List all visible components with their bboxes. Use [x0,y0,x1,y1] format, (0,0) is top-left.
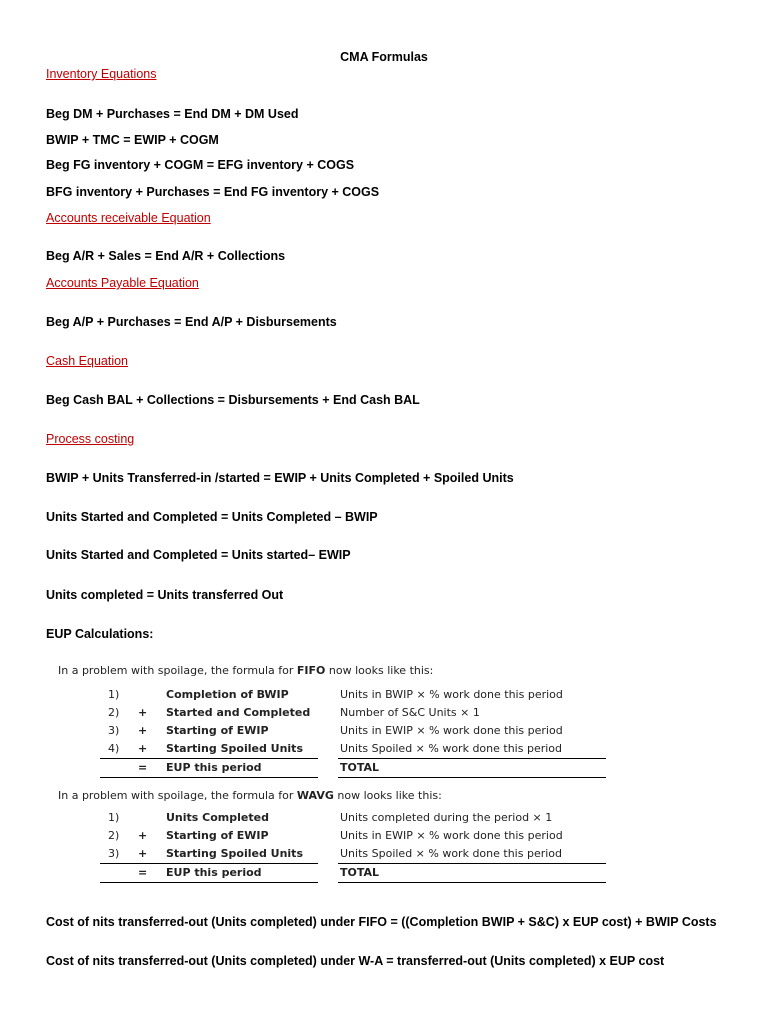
formula-line: Units Started and Completed = Units Completed – BWIP [46,510,378,524]
table-row: 1) Units Completed Units completed during the period × 1 [108,811,553,824]
fifo-intro: In a problem with spoilage, the formula for FIFO now looks like this: [58,664,434,677]
wavg-method-label: WAVG [296,789,334,802]
total-rule [338,777,606,778]
table-row: 2) + Started and Completed Number of S&C Units × 1 [108,706,480,719]
total-row: = EUP this period TOTAL [138,866,380,879]
cash-equation-heading: Cash Equation [46,354,129,368]
total-rule [100,777,318,778]
total-rule [338,882,606,883]
accounts-payable-heading: Accounts Payable Equation [46,276,199,290]
process-costing-heading: Process costing [46,432,135,446]
accounts-receivable-heading: Accounts receivable Equation [46,211,211,225]
formula-line: Units completed = Units transferred Out [46,588,284,602]
formula-line: Beg Cash BAL + Collections = Disbursements + End Cash BAL [46,393,420,407]
formula-line: BWIP + TMC = EWIP + COGM [46,133,219,147]
formula-line: BFG inventory + Purchases = End FG inventory + COGS [46,185,380,199]
inventory-equations-heading: Inventory Equations [46,67,157,81]
wavg-intro: In a problem with spoilage, the formula for WAVG now looks like this: [58,789,442,802]
table-row: 3) + Starting of EWIP Units in EWIP × % work done this period [108,724,563,737]
total-rule [100,882,318,883]
formula-line: Beg A/P + Purchases = End A/P + Disbursements [46,315,337,329]
table-row: 2) + Starting of EWIP Units in EWIP × % work done this period [108,829,563,842]
table-row: 4) + Starting Spoiled Units Units Spoiled × % work done this period [108,742,563,755]
formula-line: Cost of nits transferred-out (Units completed) under FIFO = ((Completion BWIP + S&C) x EUP cost) + BWIP Costs [46,915,717,929]
formula-line: Beg DM + Purchases = End DM + DM Used [46,107,299,121]
table-row: 1) Completion of BWIP Units in BWIP × % work done this period [108,688,563,701]
total-row: = EUP this period TOTAL [138,761,380,774]
formula-line: Units Started and Completed = Units started– EWIP [46,548,351,562]
formula-line: Beg FG inventory + COGM = EFG inventory + COGS [46,158,355,172]
page-title: CMA Formulas [340,50,428,64]
table-row: 3) + Starting Spoiled Units Units Spoiled × % work done this period [108,847,563,860]
formula-line: Beg A/R + Sales = End A/R + Collections [46,249,286,263]
formula-line: Cost of nits transferred-out (Units completed) under W-A = transferred-out (Units completed) x EUP cost [46,954,665,968]
eup-calculations-heading: EUP Calculations: [46,627,154,641]
formula-line: BWIP + Units Transferred-in /started = EWIP + Units Completed + Spoiled Units [46,471,514,485]
fifo-method-label: FIFO [296,664,326,677]
